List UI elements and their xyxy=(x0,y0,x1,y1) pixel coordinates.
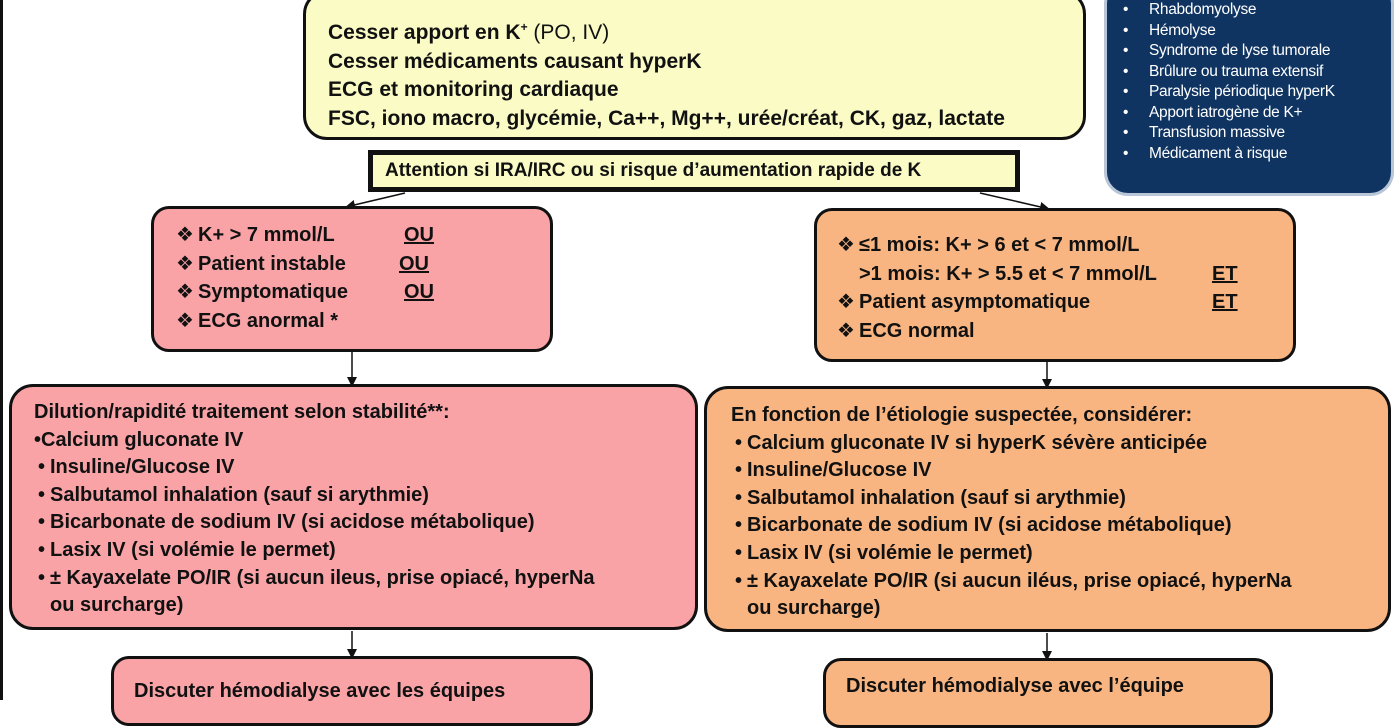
stable-criterion xyxy=(837,317,1293,346)
treatment-item: • ± Kayaxelate PO/IR (si aucun iléus, prise opiacé, hyperNa xyxy=(731,568,1388,596)
stop-k-routes: (PO, IV) xyxy=(533,21,610,44)
treatment-item: • ± Kayaxelate PO/IR (si aucun ileus, prise opiacé, hyperNa xyxy=(34,565,695,593)
criterion-conjunction: ET xyxy=(1212,291,1238,313)
dialysis-right-text: Discuter hémodialyse avec l’équipe xyxy=(846,675,1184,697)
criterion-conjunction: ET xyxy=(1212,262,1238,285)
dialysis-right-box xyxy=(823,658,1273,728)
treatment-heading: En fonction de l’étiologie suspectée, considérer: xyxy=(731,404,1193,426)
stop-medications: Cesser médicaments causant hyperK xyxy=(328,49,702,73)
stable-criteria-box xyxy=(814,208,1296,362)
stop-k-label: Cesser apport en K xyxy=(328,21,521,44)
criterion-conjunction: OU xyxy=(404,281,434,303)
treatment-item: • Insuline/Glucose IV xyxy=(34,454,695,482)
risk-factors-box xyxy=(1104,0,1394,196)
k-plus-superscript: + xyxy=(520,20,528,34)
risk-factor-item: • Brûlure ou trauma extensif xyxy=(1121,62,1391,83)
stop-potassium-intake xyxy=(328,13,1083,48)
treatment-heading: Dilution/rapidité traitement selon stabilité**: xyxy=(34,401,450,423)
diamond-bullet-icon: ❖ xyxy=(837,319,855,342)
stable-treatment-box xyxy=(704,386,1391,632)
treatment-item-continuation: ou surcharge) xyxy=(747,597,881,620)
severe-criterion xyxy=(176,307,550,336)
severe-criteria-box xyxy=(151,206,553,352)
criterion-text: ECG anormal * xyxy=(198,309,339,332)
diamond-bullet-icon: ❖ xyxy=(176,281,194,303)
risk-factor-item: • Médicament à risque xyxy=(1121,144,1391,165)
risk-factor-item: • Transfusion massive xyxy=(1121,123,1391,144)
diamond-bullet-icon: ❖ xyxy=(176,252,194,275)
treatment-item: •Calcium gluconate IV xyxy=(34,428,244,451)
treatment-item: • Bicarbonate de sodium IV (si acidose métabolique) xyxy=(34,509,695,537)
risk-factor-item: • Apport iatrogène de K+ xyxy=(1121,103,1391,124)
criterion-text: ECG normal xyxy=(859,319,975,342)
severe-criterion xyxy=(176,250,550,279)
severe-treatment-box xyxy=(9,384,698,630)
treatment-item: • Salbutamol inhalation (sauf si arythmie) xyxy=(731,485,1388,513)
lab-tests: FSC, iono macro, glycémie, Ca++, Mg++, urée/créat, CK, gaz, lactate xyxy=(328,106,1005,130)
stable-criterion xyxy=(837,288,1293,317)
diamond-bullet-icon: ❖ xyxy=(837,234,855,256)
criterion-conjunction: OU xyxy=(404,224,434,246)
treatment-item-text: Calcium gluconate IV xyxy=(41,428,244,451)
severe-criterion xyxy=(176,278,550,307)
dialysis-left-text: Discuter hémodialyse avec les équipes xyxy=(134,680,506,702)
treatment-item: • Lasix IV (si volémie le permet) xyxy=(731,540,1388,568)
criterion-text: Patient asymptomatique xyxy=(859,291,1091,313)
risk-factor-item: • Syndrome de lyse tumorale xyxy=(1121,41,1391,62)
diamond-bullet-icon: ❖ xyxy=(176,309,194,332)
diamond-bullet-icon: ❖ xyxy=(176,224,194,246)
connector-warning-to-stable xyxy=(980,193,1045,208)
stable-criterion xyxy=(837,231,1293,260)
initial-actions-box xyxy=(303,0,1086,140)
criterion-text: K+ > 7 mmol/L xyxy=(198,224,335,246)
risk-factor-item: • Hémolyse xyxy=(1121,21,1391,42)
criterion-conjunction: OU xyxy=(399,252,429,275)
severe-criterion xyxy=(176,221,550,250)
risk-factor-item: • Paralysie périodique hyperK xyxy=(1121,82,1391,103)
treatment-item: • Calcium gluconate IV si hyperK sévère anticipée xyxy=(731,430,1388,458)
treatment-item: • Salbutamol inhalation (sauf si arythmie) xyxy=(34,482,695,510)
criterion-text: ≤1 mois: K+ > 6 et < 7 mmol/L xyxy=(859,234,1140,256)
treatment-item: • Bicarbonate de sodium IV (si acidose métabolique) xyxy=(731,512,1388,540)
treatment-item: • Lasix IV (si volémie le permet) xyxy=(34,537,695,565)
renal-warning-text: Attention si IRA/IRC ou si risque d’aumentation rapide de K xyxy=(385,160,922,181)
treatment-item-continuation: ou surcharge) xyxy=(50,594,184,617)
treatment-item: • Insuline/Glucose IV xyxy=(731,457,1388,485)
dialysis-left-box xyxy=(111,656,593,726)
criterion-text: Patient instable xyxy=(198,252,346,275)
risk-factor-item: • Rhabdomyolyse xyxy=(1121,0,1391,21)
renal-warning-box xyxy=(368,150,1020,192)
criterion-text: Symptomatique xyxy=(198,281,349,303)
criterion-text: >1 mois: K+ > 5.5 et < 7 mmol/L xyxy=(859,262,1157,285)
connector-warning-to-severe xyxy=(350,193,405,206)
ecg-monitoring: ECG et monitoring cardiaque xyxy=(328,78,619,101)
stable-criterion xyxy=(837,260,1293,289)
diamond-bullet-icon: ❖ xyxy=(837,291,855,313)
